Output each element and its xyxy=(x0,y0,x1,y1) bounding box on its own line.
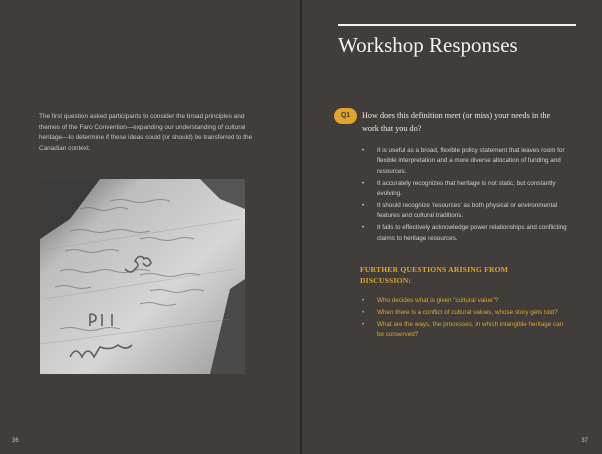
further-questions-heading: FURTHER QUESTIONS ARISING FROM DISCUSSION: xyxy=(360,265,509,285)
page-number-left: 36 xyxy=(12,438,19,444)
further-question-item: • When there is a conflict of cultural values, whose story gets told? xyxy=(377,308,569,318)
further-question-item: • Who decides what is given "cultural value"? xyxy=(377,296,569,306)
further-question-item: • What are the ways, the processes, in which intangible heritage can be conserved? xyxy=(362,321,564,339)
left-page xyxy=(0,0,300,454)
bullet-icon: • xyxy=(362,147,365,154)
answer-item: • It fails to effectively acknowledge power relationships and conflicting claims to heritage resources. xyxy=(362,224,567,242)
bullet-icon: • xyxy=(362,309,365,317)
page-number-right: 37 xyxy=(581,438,588,444)
answer-list xyxy=(362,146,569,246)
bullet-icon: • xyxy=(362,202,365,210)
bullet-icon: • xyxy=(362,224,365,232)
bullet-icon: • xyxy=(362,297,365,304)
workshop-photo xyxy=(40,179,245,374)
page-title: Workshop Responses xyxy=(338,33,518,57)
bullet-icon: • xyxy=(362,179,365,187)
title-rule xyxy=(338,24,576,26)
answer-item: • It should recognize 'resources' as both physical or environmental features and cultural traditions. xyxy=(362,202,558,220)
intro-paragraph: The first question asked participants to consider the broad principles and themes of the Faro Convention—expanding our understanding of cultural heritage—to determine if these ideas could (or should) be transferred to the Canadian context. xyxy=(39,113,253,152)
further-questions-list xyxy=(362,296,569,343)
answer-item: • It is useful as a broad, flexible policy statement that leaves room for flexible interpretation and a more diverse allocation of funding and resources. xyxy=(362,147,565,175)
answer-item: • It accurately recognizes that heritage is not static, but constantly evolving. xyxy=(362,179,556,197)
bullet-icon: • xyxy=(362,321,365,329)
question-text: How does this definition meet (or miss) your needs in the work that you do? xyxy=(362,111,551,133)
question-badge: Q1 xyxy=(334,108,357,124)
